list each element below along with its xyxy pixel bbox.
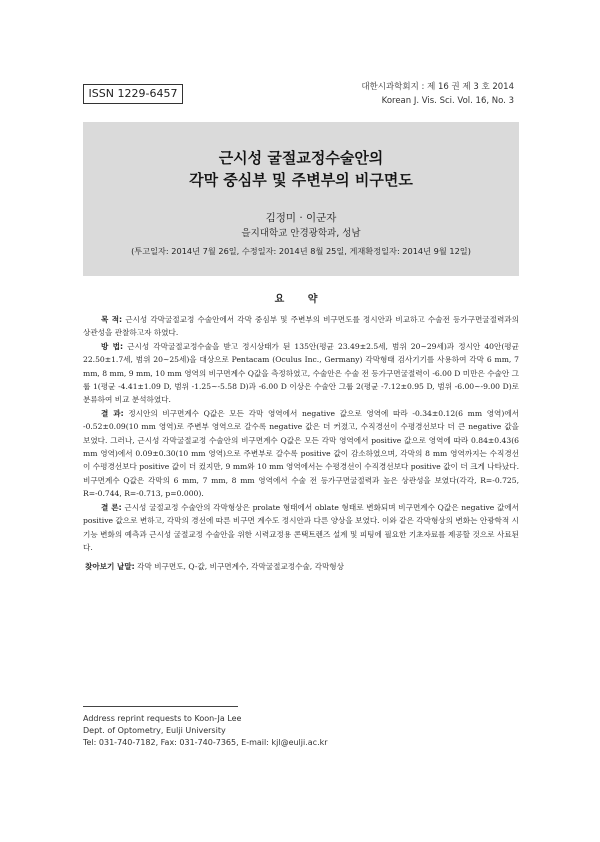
abstract-results — [83, 407, 519, 501]
submission-dates: (투고일자: 2014년 7월 26일, 수정일자: 2014년 8월 25일, 게재확정일자: 2014년 9월 12일) — [131, 246, 471, 256]
abstract-purpose — [83, 313, 519, 340]
abstract-methods — [83, 340, 519, 407]
methods-text: 근시성 각막굴절교정수술을 받고 정시상태가 된 135안(평균 23.49±2.5세, 범위 20~29세)과 정시안 40안(평균 22.50±1.7세, 범위 20~25세)을 대상으로 Pentacam (Oculus Inc., Germany) 각막형태 검사기기를 사용하여 각막 6 mm, 7 mm, 8 mm, 9 mm, 10 mm 영역의 비구면계수 Q값을 측정하였고, 수술안은 수술 전 등가구면굴절력이 -6.00 D 미만은 수술안 그룹 1(평균 -4.41±1.09 D, 범위 -1.25~-5.58 D)과 -6.00 D 이상은 수술안 그룹 2(평균 -7.12±0.95 D, 범위 -6.00~-9.00 D)로 분류하여 비교 분석하였다. — [83, 341, 519, 405]
title-line-1: 근시성 굴절교정수술안의 — [218, 149, 384, 167]
conclusion-label: 결 론: — [101, 502, 122, 512]
methods-label: 방 법: — [101, 341, 124, 351]
conclusion-text: 근시성 굴절교정 수술안의 각막형상은 prolate 형태에서 oblate 형태로 변화되며 비구면계수 Q값은 negative 값에서 positive 값으로 변하고, 각막의 경선에 따른 비구면 계수도 정시안과 다른 양상을 보였다. 이와 같은 각막형상의 변화는 안광학적 시기능 변화의 예측과 근시성 굴절교정 수술안을 위한 시력교정용 콘택트렌즈 설계 및 피팅에 필요한 기초자료를 제공할 것으로 사료된다. — [83, 502, 520, 552]
abstract-heading: 요 약 — [274, 294, 328, 305]
footnote-line-1: Address reprint requests to Koon-Ja Lee — [83, 714, 242, 723]
purpose-text: 근시성 각막굴절교정 수술안에서 각막 중심부 및 주변부의 비구면도를 정시안과 비교하고 수술전 등가구면굴절력과의 상관성을 관찰하고자 하였다. — [83, 315, 519, 338]
purpose-label: 목 적: — [101, 315, 123, 324]
journal-korean: 대한시과학회지 : 제 16 권 제 3 호 2014 — [361, 82, 514, 92]
journal-info — [361, 80, 514, 108]
authors: 김정미 · 이군자 — [265, 212, 337, 224]
keywords — [83, 560, 519, 573]
correspondence-footnote — [83, 713, 328, 749]
footnote-line-2: Dept. of Optometry, Eulji University — [83, 726, 226, 735]
paper-title — [83, 147, 519, 191]
keywords-label: 찾아보기 낱말: — [85, 562, 135, 572]
issn-box: ISSN 1229-6457 — [83, 84, 183, 104]
title-block — [83, 122, 519, 276]
results-label: 결 과: — [101, 408, 124, 418]
title-line-2: 각막 중심부 및 주변부의 비구면도 — [189, 171, 413, 189]
results-text: 정시안의 비구면계수 Q값은 모든 각막 영역에서 negative 값으로 영역에 따라 -0.34±0.12(6 mm 영역)에서 -0.52±0.09(10 mm 영역)로 주변부 영역으로 갈수록 negative 값은 더 커졌고, 수직경선이 수평경선보다 더 큰 negative 값을 보였다. 그러나, 근시성 각막굴절교정 수술안의 비구면계수 Q값은 모든 각막 영역에서 positive 값으로 영역에 따라 0.84±0.43(6 mm 영역)에서 0.09±0.30(10 mm 영역)으로 주변부로 갈수록 positive 값이 감소하였으며, 각막의 8 mm 영역까지는 수직경선이 수평경선보다 positive 값이 더 컸지만, 9 mm와 10 mm 영역에서는 수평경선이 수직경선보다 positive 값이 더 크게 나타났다. 비구면계수 Q값은 각막의 6 mm, 7 mm, 8 mm 영역에서 수술 전 등가구면굴절력과 높은 상관성을 보였다(각각, R=-0.725, R=-0.744, R=-0.713, p=0.000). — [83, 408, 520, 499]
footnote-divider — [83, 706, 238, 707]
journal-english: Korean J. Vis. Sci. Vol. 16, No. 3 — [381, 96, 514, 106]
footnote-line-3: Tel: 031-740-7182, Fax: 031-740-7365, E-mail: kjl@eulji.ac.kr — [83, 738, 328, 747]
keywords-text: 각막 비구면도, Q-값, 비구면계수, 각막굴절교정수술, 각막형상 — [137, 562, 344, 572]
affiliation: 을지대학교 안경광학과, 성남 — [241, 228, 361, 239]
abstract — [83, 290, 519, 573]
abstract-conclusion — [83, 501, 519, 555]
